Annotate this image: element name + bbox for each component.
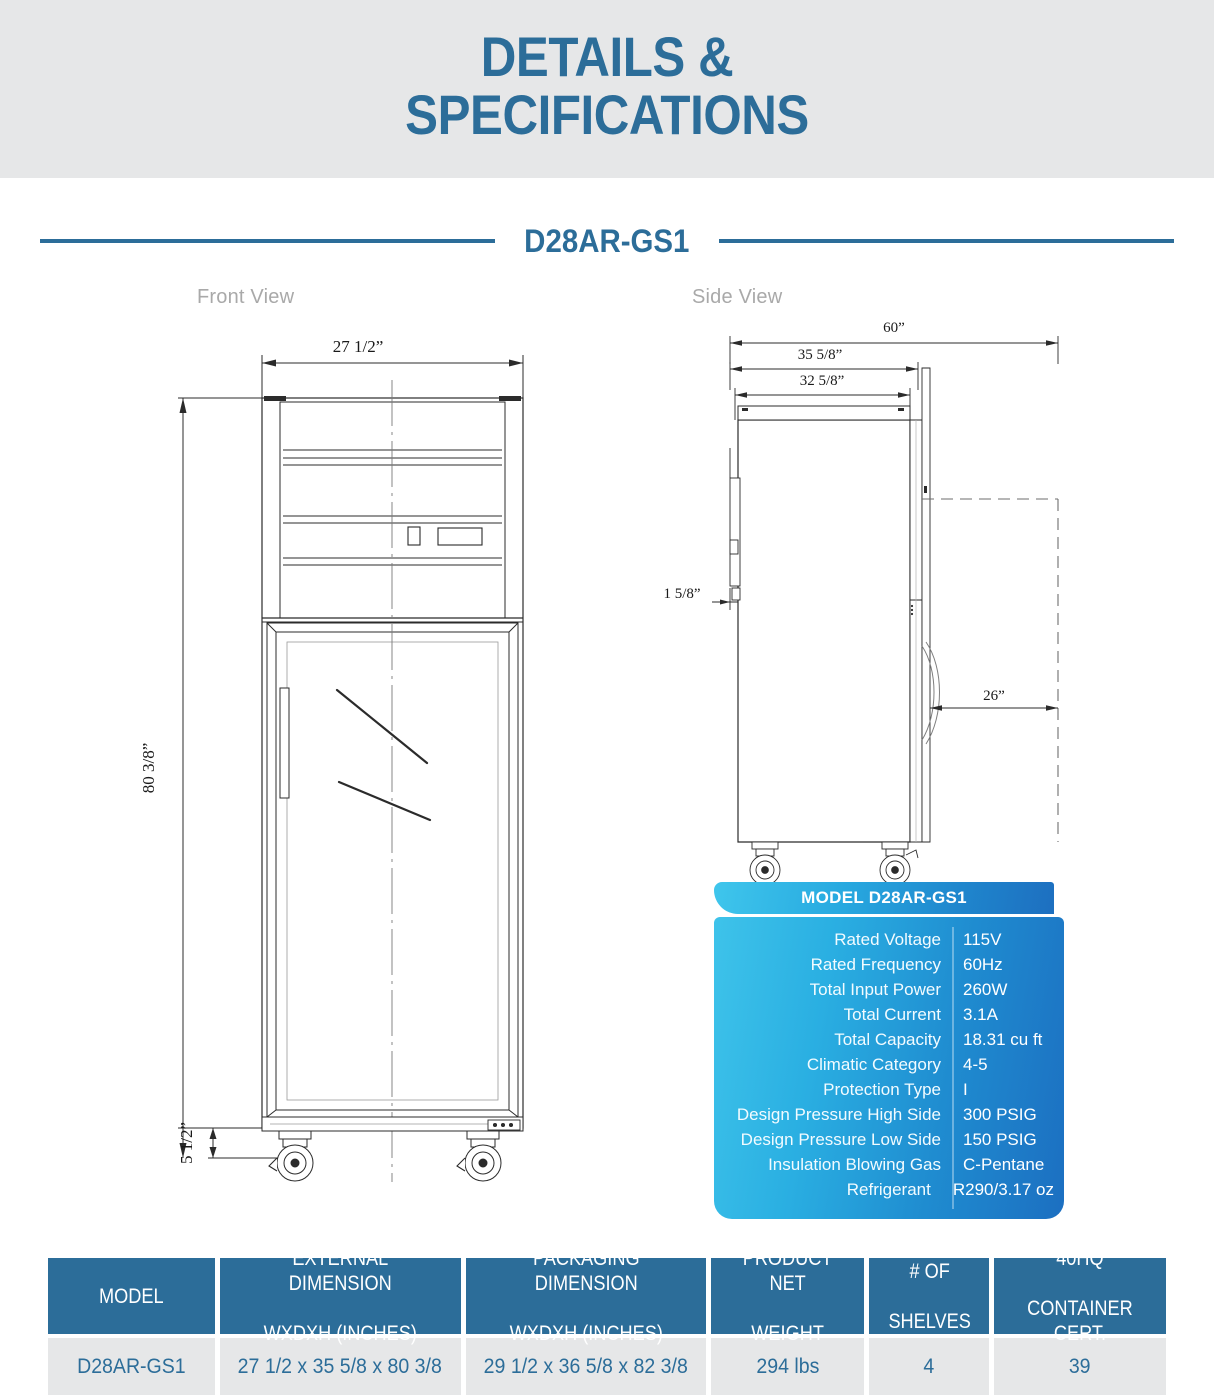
page-title-line2: SPECIFICATIONS xyxy=(405,83,809,146)
model-number: D28AR-GS1 xyxy=(524,222,690,259)
header-line2: WEIGHT xyxy=(751,1322,824,1345)
spec-value: 18.31 cu ft xyxy=(963,1030,1043,1049)
table-header-packaging-dimension xyxy=(466,1247,707,1345)
spec-panel-body xyxy=(714,917,1064,1219)
spec-key: Total Current xyxy=(843,1005,941,1024)
spec-value: 260W xyxy=(963,980,1008,999)
spec-key: Total Capacity xyxy=(834,1030,941,1049)
spec-value: R290/3.17 oz xyxy=(952,1180,1054,1199)
side-view-drawing xyxy=(660,310,1140,890)
spec-row xyxy=(724,1105,1054,1130)
spec-value: 60Hz xyxy=(963,955,1003,974)
header-line2: CONTAINER CERT. xyxy=(1027,1297,1133,1345)
table-header-external-dimension xyxy=(220,1247,461,1345)
spec-value: 300 PSIG xyxy=(963,1105,1037,1124)
cell-packaging-dimension-text: 29 1/2 x 36 5/8 x 82 3/8 xyxy=(483,1355,688,1378)
cell-shelves-text: 4 xyxy=(923,1355,935,1378)
spec-row xyxy=(724,1130,1054,1155)
spec-panel-header: MODEL D28AR-GS1 xyxy=(714,882,1054,914)
spec-value: 3.1A xyxy=(963,1005,998,1024)
table-row xyxy=(48,1338,1166,1395)
table-header-row xyxy=(48,1247,1166,1345)
side-caster-left xyxy=(750,842,780,885)
spec-row xyxy=(724,955,1054,980)
cell-model xyxy=(48,1338,215,1395)
header-line1: EXTERNAL DIMENSION xyxy=(288,1247,392,1295)
svg-text:27 1/2”: 27 1/2” xyxy=(332,337,384,356)
spec-key: Design Pressure Low Side xyxy=(740,1130,941,1149)
header-line2: WXDXH (INCHES) xyxy=(263,1322,417,1345)
door-handle xyxy=(280,688,289,798)
table-header-net-weight xyxy=(711,1247,864,1345)
control-panel xyxy=(408,527,482,545)
header-line2: WXDXH (INCHES) xyxy=(509,1322,663,1345)
compressor-housing xyxy=(280,402,505,618)
svg-text:1 5/8”: 1 5/8” xyxy=(663,586,701,602)
side-door-outer-skin xyxy=(922,368,930,842)
svg-text:26”: 26” xyxy=(983,688,1005,704)
side-cabinet-outline xyxy=(738,420,910,842)
spec-key: Protection Type xyxy=(823,1080,941,1099)
base-bracket-detail xyxy=(488,1120,520,1130)
page-title-line1: DETAILS & xyxy=(480,25,734,88)
spec-value: 150 PSIG xyxy=(963,1130,1037,1149)
header-line1: 40HQ xyxy=(1056,1247,1104,1270)
spec-row xyxy=(724,1005,1054,1030)
spec-value: C-Pentane xyxy=(963,1155,1045,1174)
side-view-label: Side View xyxy=(692,286,783,308)
spec-panel-divider xyxy=(952,927,954,1209)
svg-text:5 1/2”: 5 1/2” xyxy=(177,1121,196,1165)
cell-external-dimension-text: 27 1/2 x 35 5/8 x 80 3/8 xyxy=(238,1355,443,1378)
door-swing-dimension xyxy=(930,705,1058,710)
spec-key: Climatic Category xyxy=(806,1055,941,1074)
page-banner xyxy=(0,0,1214,178)
svg-text:32 5/8”: 32 5/8” xyxy=(799,373,845,389)
spec-value: I xyxy=(963,1080,968,1099)
model-header xyxy=(0,218,1214,264)
svg-text:35 5/8”: 35 5/8” xyxy=(797,347,843,363)
spec-row xyxy=(724,930,1054,955)
spec-value: 115V xyxy=(963,930,1002,949)
cell-net-weight-text: 294 lbs xyxy=(756,1355,820,1378)
model-rule-right xyxy=(719,239,1174,243)
cell-container-cert-text: 39 xyxy=(1069,1355,1091,1378)
door-swing-envelope xyxy=(922,499,1058,842)
spec-row xyxy=(724,1030,1054,1055)
cell-model-text: D28AR-GS1 xyxy=(77,1355,186,1378)
header-line1: # OF xyxy=(908,1259,950,1283)
caster-front-left xyxy=(269,1131,313,1181)
svg-text:60”: 60” xyxy=(883,320,905,336)
cell-net-weight xyxy=(711,1338,864,1395)
spec-key: Refrigerant xyxy=(846,1180,931,1199)
svg-text:80 3/8”: 80 3/8” xyxy=(139,742,158,794)
side-top-cap xyxy=(738,406,910,420)
cell-packaging-dimension xyxy=(466,1338,707,1395)
front-height-dimension xyxy=(178,398,262,1158)
table-header-shelves xyxy=(869,1258,989,1334)
spec-row xyxy=(724,1180,1054,1205)
side-caster-right xyxy=(880,842,918,885)
header-line1: MODEL xyxy=(99,1284,164,1308)
spec-panel xyxy=(714,882,1064,1219)
glass-door xyxy=(267,623,518,1117)
spec-key: Rated Voltage xyxy=(834,930,941,949)
table-header-model xyxy=(48,1258,215,1334)
header-line1: PACKAGING DIMENSION xyxy=(532,1247,640,1295)
page-title xyxy=(73,25,1141,146)
spec-value: 4-5 xyxy=(963,1055,988,1074)
front-view-drawing xyxy=(120,320,580,1210)
cell-shelves xyxy=(869,1338,989,1395)
spec-key: Total Input Power xyxy=(809,980,941,999)
header-line1: PRODUCT NET xyxy=(742,1247,833,1295)
cell-container-cert xyxy=(994,1338,1166,1395)
front-view-label: Front View xyxy=(197,286,295,308)
side-door-panel xyxy=(910,420,922,842)
spec-row xyxy=(724,1080,1054,1105)
spec-table xyxy=(48,1247,1166,1395)
side-overall-depth-dimension xyxy=(730,336,1058,364)
spec-key: Design Pressure High Side xyxy=(736,1105,941,1124)
cell-external-dimension xyxy=(220,1338,461,1395)
spec-row xyxy=(724,1055,1054,1080)
table-header-container-cert xyxy=(994,1247,1166,1345)
spec-key: Insulation Blowing Gas xyxy=(768,1155,941,1174)
header-line2: SHELVES xyxy=(887,1309,971,1333)
caster-front-right xyxy=(457,1131,501,1181)
model-rule-left xyxy=(40,239,495,243)
spec-row xyxy=(724,1155,1054,1180)
spec-row xyxy=(724,980,1054,1005)
base-plinth xyxy=(262,1117,523,1131)
spec-key: Rated Frequency xyxy=(810,955,941,974)
